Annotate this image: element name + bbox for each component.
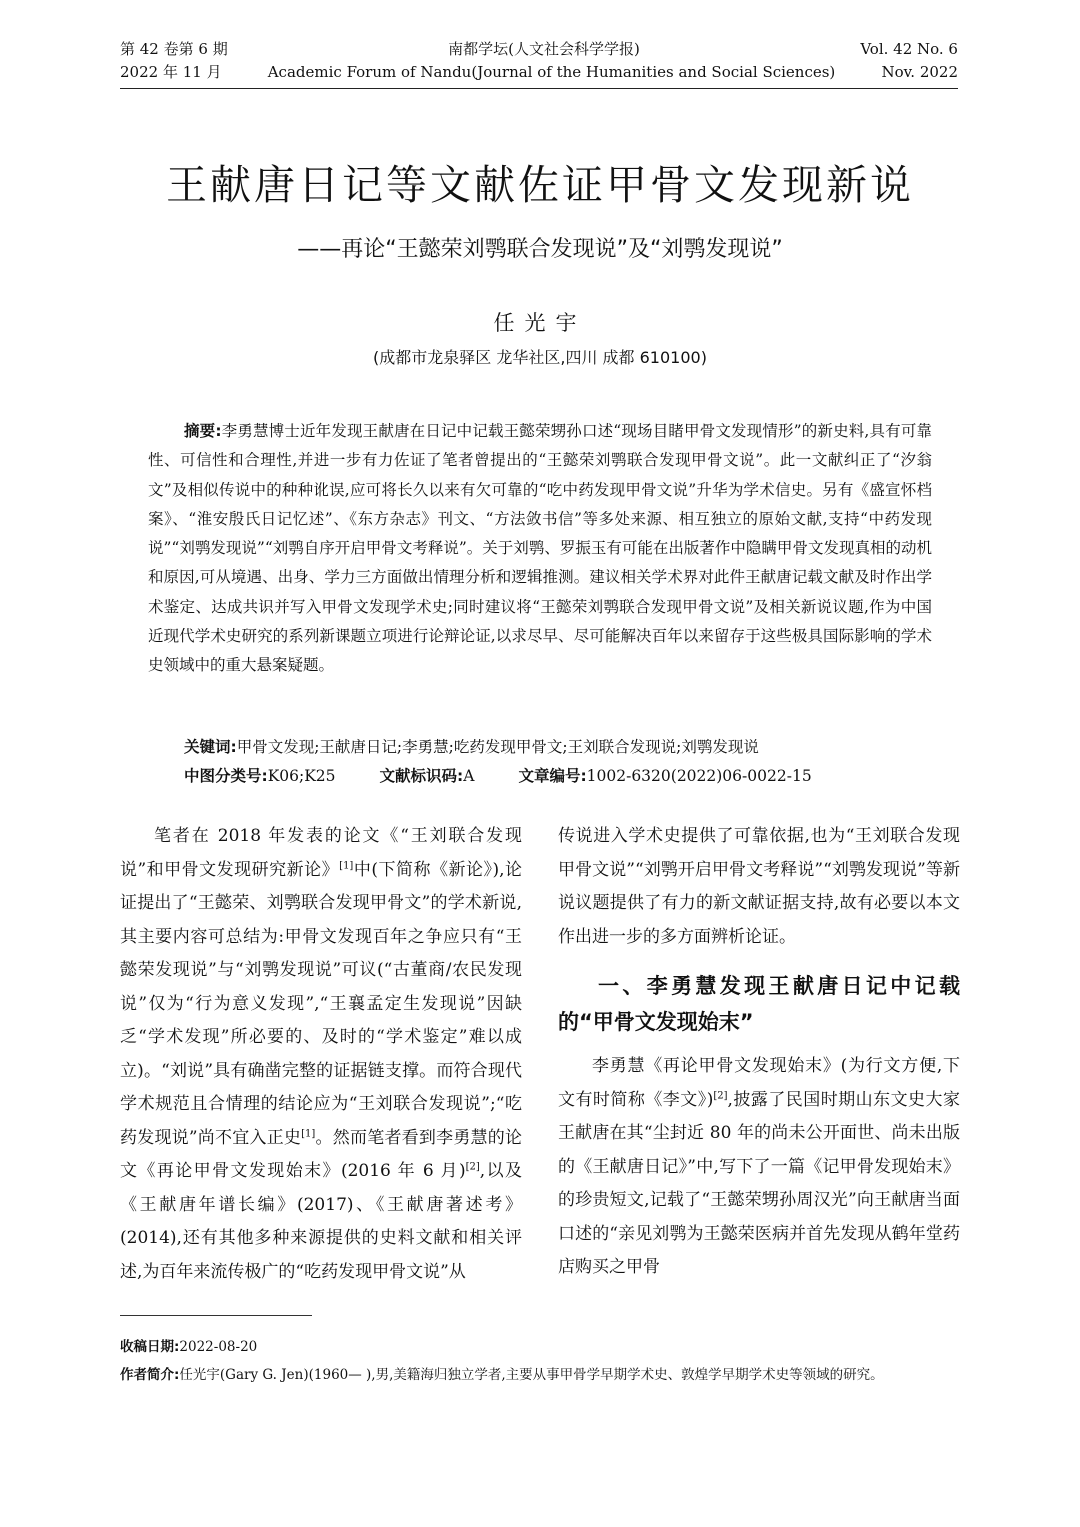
paper-title: 王献唐日记等文献佐证甲骨文发现新说	[166, 161, 914, 209]
journal-name-cn: 南都学坛(人文社会科学学报)	[448, 40, 640, 58]
paper-subtitle: ——再论“王懿荣刘鹗联合发现说”及“刘鹗发现说”	[297, 237, 783, 262]
footnote-author-bio: 作者简介:任光宇(Gary G. Jen)(1960— ),男,美籍海归独立学者,主要从事甲骨学早期学术史、敦煌学早期学术史等领域的研究。	[120, 1367, 884, 1383]
citation-ref[interactable]: [1]	[301, 1127, 316, 1139]
keywords	[184, 733, 932, 762]
body-paragraph-2: 李勇慧《再论甲骨文发现始末》(为行文方便,下文有时简称《李文》)[2],披露了民国时期山东文史大家王献唐在其“尘封近 80 年的尚未公开面世、尚未出版的《王献唐日记》”中,写下了一篇《记甲骨发现始末》的珍贵短文,记载了“王懿荣甥孙周汉光”向王献唐当面口述的“亲见刘鹗为王懿荣医病并首先发现从鹤年堂药店购买之甲骨	[558, 1056, 960, 1277]
issue-info: 第 42 卷第 6 期	[120, 40, 228, 58]
journal-name-en: Academic Forum of Nandu(Journal of the Humanities and Social Sciences)	[267, 63, 836, 81]
issue-date-en: Nov. 2022	[881, 63, 958, 81]
body-paragraph-1: 笔者在 2018 年发表的论文《“王刘联合发现说”和甲骨文发现研究新论》[1]中(下简称《新论》),论证提出了“王懿荣、刘鹗联合发现甲骨文”的学术新说,其主要内容可总结为:甲骨文发现百年之争应只有“王懿荣发现说”与“刘鹗发现说”可议(“古董商/农民发现说”仅为“行为意义发现”,“王襄孟定生发现说”因缺乏“学术发现”所必要的、及时的“学术鉴定”难以成立)。“刘说”具有确凿完整的证据链支撑。而符合现代学术规范且合情理的结论应为“王刘联合发现说”;“吃药发现说”尚不宜入正史[1]。然而笔者看到李勇慧的论文《再论甲骨文发现始末》(2016 年 6 月)[2],以及《王献唐年谱长编》(2017)、《王献唐著述考》(2014),还有其他多种来源提供的史料文献和相关评述,为百年来流传极广的“吃药发现甲骨文说”从	[120, 826, 523, 1282]
author-name: 任光宇	[493, 311, 587, 335]
citation-ref[interactable]: [1]	[339, 859, 354, 871]
header-rule	[120, 88, 958, 89]
abstract-label: 摘要:	[184, 422, 222, 440]
section-heading: 一、李勇慧发现王献唐日记中记载的“甲骨文发现始末”	[558, 974, 960, 1034]
footnote-received: 收稿日期:2022-08-20	[120, 1339, 258, 1355]
article-number: 文章编号:1002-6320(2022)06-0022-15	[518, 767, 812, 785]
author-affiliation: (成都市龙泉驿区 龙华社区,四川 成都 610100)	[373, 348, 707, 367]
keywords-label: 关键词:	[184, 738, 237, 756]
body-column-right	[558, 820, 960, 1285]
citation-ref[interactable]: [2]	[713, 1089, 728, 1101]
body-paragraph-1-continued	[558, 820, 960, 954]
clc-number: 中图分类号:K06;K25	[184, 767, 336, 785]
citation-ref[interactable]: [2]	[465, 1161, 480, 1173]
body-column-left	[120, 820, 522, 1289]
running-header	[120, 38, 958, 84]
abstract-text: 李勇慧博士近年发现王献唐在日记中记载王懿荣甥孙口述“现场目睹甲骨文发现情形”的新史料,具有可靠性、可信性和合理性,并进一步有力佐证了笔者曾提出的“王懿荣刘鹗联合发现甲骨文说”。此一文献纠正了“汐翁文”及相似传说中的种种讹误,应可将长久以来有欠可靠的“吃中药发现甲骨文说”升华为学术信史。另有《盛宣怀档案》、“淮安殷氏日记忆述”、《东方杂志》刊文、“方法敛书信”等多处来源、相互独立的原始文献,支持“中药发现说”“刘鹗发现说”“刘鹗自序开启甲骨文考释说”。关于刘鹗、罗振玉有可能在出版著作中隐瞒甲骨文发现真相的动机和原因,可从境遇、出身、学力三方面做出情理分析和逻辑推测。建议相关学术界对此件王献唐记载文献及时作出学术鉴定、达成共识并写入甲骨文发现学术史;同时建议将“王懿荣刘鹗联合发现甲骨文说”及相关新说议题,作为中国近现代学术史研究的系列新课题立项进行论辩论证,以求尽早、尽可能解决百年以来留存于这些极具国际影响的学术史领域中的重大悬案疑题。	[148, 422, 932, 675]
keywords-text: 甲骨文发现;王献唐日记;李勇慧;吃药发现甲骨文;王刘联合发现说;刘鹗发现说	[236, 738, 759, 756]
body-paragraph-1-continued-text: 传说进入学术史提供了可靠依据,也为“王刘联合发现甲骨文说”“刘鹗开启甲骨文考释说”“刘鹗发现说”等新说议题提供了有力的新文献证据支持,故有必要以本文作出进一步的多方面辨析论证。	[558, 826, 961, 947]
abstract	[148, 417, 932, 681]
issue-date: 2022 年 11 月	[120, 63, 222, 81]
document-code: 文献标识码:A	[379, 767, 475, 785]
volume-info: Vol. 42 No. 6	[860, 40, 958, 58]
classification-line	[184, 762, 932, 791]
footnote-rule	[120, 1315, 312, 1316]
